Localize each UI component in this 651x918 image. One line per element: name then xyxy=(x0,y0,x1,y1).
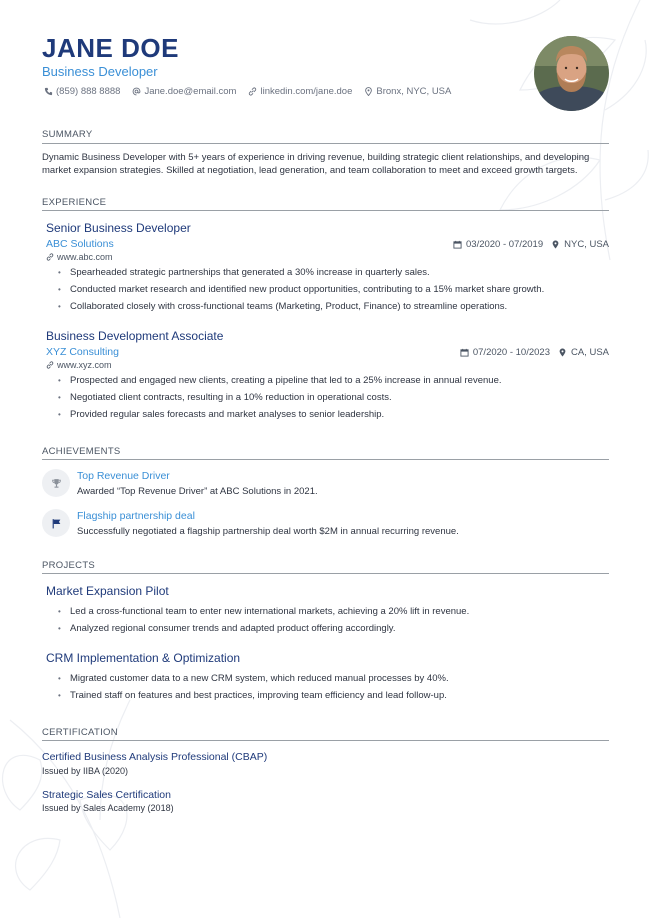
list-item: • Analyzed regional consumer trends and adapted product offering accordingly. xyxy=(58,623,469,640)
job-bullets xyxy=(58,267,544,318)
location-icon xyxy=(551,240,560,249)
achievement-desc: Awarded “Top Revenue Driver” at ABC Solutions in 2021. xyxy=(77,486,318,497)
url-text: www.abc.com xyxy=(57,252,113,262)
experience-heading: EXPERIENCE xyxy=(42,197,107,208)
location-text: Bronx, NYC, USA xyxy=(376,86,452,97)
phone-icon xyxy=(44,87,53,96)
project-title: Market Expansion Pilot xyxy=(46,584,169,598)
achievement-desc: Successfully negotiated a flagship partnership deal worth $2M in annual recurring revenue. xyxy=(77,526,459,537)
contact-bar xyxy=(44,86,451,97)
contact-linkedin[interactable] xyxy=(248,86,352,97)
company-url[interactable] xyxy=(46,252,113,262)
summary-text: Dynamic Business Developer with 5+ years of experience in driving revenue, building strategic client relationships, and developing market expansion strategies. Skilled at negotiation, lead generation, and team collaboration to meet and exceed growth targets. xyxy=(42,152,590,176)
list-item: • Negotiated client contracts, resulting in a 10% reduction in operational costs. xyxy=(58,392,502,409)
job-location: CA, USA xyxy=(570,347,609,358)
certification-title: Certified Business Analysis Professional (CBAP) xyxy=(42,751,268,763)
summary-divider xyxy=(42,143,609,144)
projects-divider xyxy=(42,573,609,574)
trophy-icon xyxy=(42,469,70,497)
company-name: XYZ Consulting xyxy=(46,346,119,358)
location-icon xyxy=(558,348,567,357)
job-bullets xyxy=(58,375,502,426)
project-bullets xyxy=(58,606,469,640)
phone-text: (859) 888 8888 xyxy=(56,86,121,97)
certification-issuer: Issued by IIBA (2020) xyxy=(42,766,129,776)
link-icon xyxy=(46,361,54,369)
list-item: • Spearheaded strategic partnerships that generated a 30% increase in quarterly sales. xyxy=(58,267,544,284)
certification-heading: CERTIFICATION xyxy=(42,727,118,738)
email-text: Jane.doe@email.com xyxy=(144,86,237,97)
project-title: CRM Implementation & Optimization xyxy=(46,651,241,665)
list-item: • Migrated customer data to a new CRM system, which reduced manual processes by 40%. xyxy=(58,673,449,690)
projects-heading: PROJECTS xyxy=(42,560,96,571)
list-item: • Prospected and engaged new clients, creating a pipeline that led to a 25% increase in annual revenue. xyxy=(58,375,502,392)
calendar-icon xyxy=(460,348,469,357)
project-bullets xyxy=(58,673,449,707)
link-icon xyxy=(248,87,257,96)
company-url[interactable] xyxy=(46,360,112,370)
list-item: • Led a cross-functional team to enter new international markets, achieving a 20% lift in revenue. xyxy=(58,606,469,623)
url-text: www.xyz.com xyxy=(57,360,112,370)
certification-title: Strategic Sales Certification xyxy=(42,789,171,801)
list-item: • Collaborated closely with cross-functional teams (Marketing, Product, Finance) to streamline operations. xyxy=(58,301,544,318)
list-item: • Provided regular sales forecasts and market analyses to senior leadership. xyxy=(58,409,502,426)
certification-issuer: Issued by Sales Academy (2018) xyxy=(42,803,174,813)
certification-divider xyxy=(42,740,609,741)
calendar-icon xyxy=(453,240,462,249)
job-dates: 07/2020 - 10/2023 xyxy=(472,347,550,358)
linkedin-text: linkedin.com/jane.doe xyxy=(260,86,353,97)
flag-icon xyxy=(42,509,70,537)
job-meta xyxy=(460,347,609,358)
job-dates: 03/2020 - 07/2019 xyxy=(466,239,544,250)
job-location: NYC, USA xyxy=(564,239,609,250)
candidate-role: Business Developer xyxy=(42,64,158,79)
job-title: Senior Business Developer xyxy=(46,221,191,235)
at-icon xyxy=(132,87,141,96)
achievement-title: Flagship partnership deal xyxy=(77,510,195,522)
experience-divider xyxy=(42,210,609,211)
candidate-name: JANE DOE xyxy=(42,33,179,63)
company-name: ABC Solutions xyxy=(46,238,114,250)
job-title: Business Development Associate xyxy=(46,329,224,343)
avatar xyxy=(534,36,609,111)
summary-heading: SUMMARY xyxy=(42,129,93,140)
list-item: • Conducted market research and identified new product opportunities, contributing to a 15% market share growth. xyxy=(58,284,544,301)
contact-phone[interactable] xyxy=(44,86,120,97)
link-icon xyxy=(46,253,54,261)
contact-location xyxy=(364,86,451,97)
list-item: • Trained staff on features and best practices, improving team efficiency and lead follow-up. xyxy=(58,690,449,707)
job-meta xyxy=(453,239,609,250)
contact-email[interactable] xyxy=(132,86,236,97)
achievement-title: Top Revenue Driver xyxy=(77,470,170,482)
location-icon xyxy=(364,87,373,96)
achievements-heading: ACHIEVEMENTS xyxy=(42,446,121,457)
achievements-divider xyxy=(42,459,609,460)
